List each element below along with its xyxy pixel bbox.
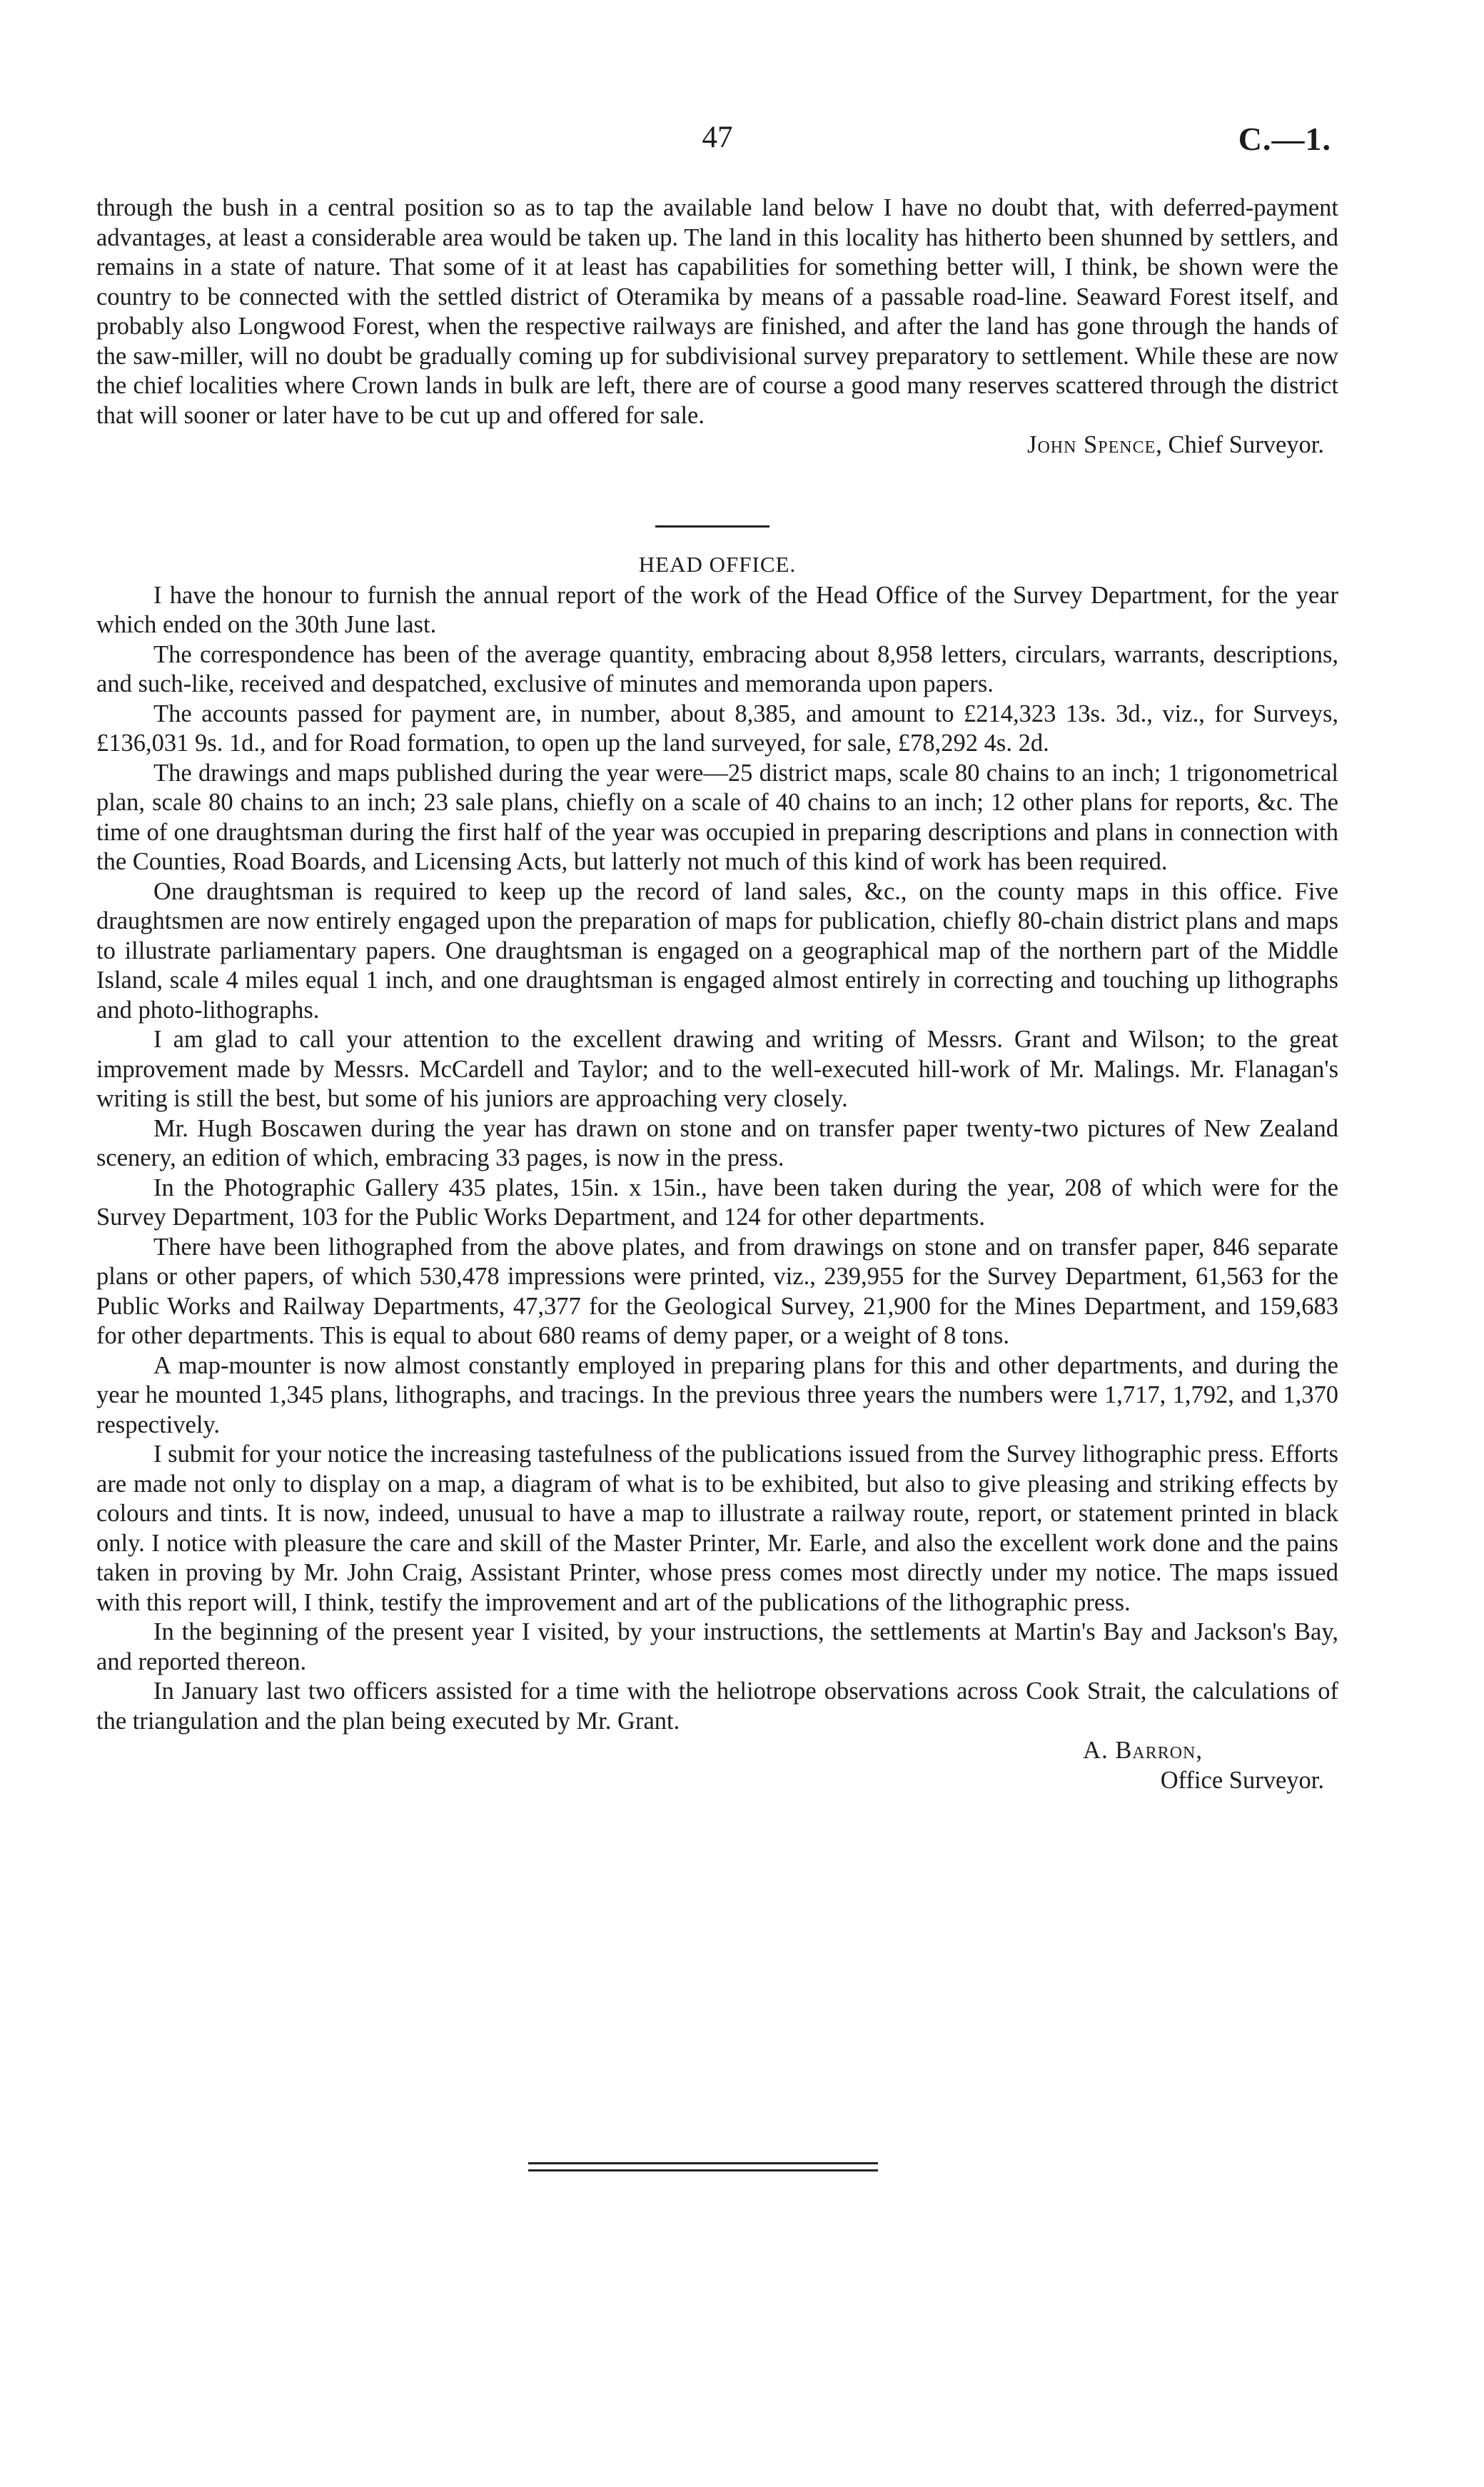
report-paragraph: Mr. Hugh Boscawen during the year has drawn on stone and on transfer paper twenty-two pictures of New Zealand scenery, an edition of which, embracing 33 pages, is now in the press. — [96, 1114, 1338, 1171]
report-paragraph: In the Photographic Gallery 435 plates, 15in. x 15in., have been taken during the year, 208 of which were for the Survey Department, 103 for the Public Works Department, and 124 for other departments. — [96, 1174, 1338, 1231]
section-heading: HEAD OFFICE. — [638, 552, 797, 577]
end-rule — [528, 2162, 878, 2171]
signature-name: John Spence — [1027, 431, 1156, 458]
report-paragraph: I am glad to call your attention to the excellent drawing and writing of Messrs. Grant and Wilson; to the great improvement made by Messrs. McCardell and Taylor; and to the well-executed hill-work of Mr. Malings. Mr. Flanagan's writing is still the best, but some of his juniors are approaching very closely. — [96, 1026, 1338, 1112]
section-divider — [655, 525, 769, 528]
chief-surveyor-signature — [96, 430, 1338, 460]
continuation-section — [96, 193, 1338, 460]
head-office-report — [96, 550, 1338, 1795]
continuation-paragraph: through the bush in a central position so as to tap the available land below I have no doubt that, with deferred-payment advantages, at least a considerable area would be taken up. The land in this locality has hitherto been shunned by settlers, and remains in a state of nature. That some of it at least has capabilities for something better will, I think, be shown were the country to be connected with the settled district of Oteramika by means of a passable road-line. Seaward Forest itself, and probably also Longwood Forest, when the respective railways are finished, and after the land has gone through the hands of the saw-miller, will no doubt be gradually coming up for subdivisional survey preparatory to settlement. While these are now the chief localities where Crown lands in bulk are left, there are of course a good many reserves scattered through the district that will sooner or later have to be cut up and offered for sale. — [96, 194, 1338, 429]
signature-title: , Chief Surveyor. — [1156, 431, 1324, 458]
report-paragraph: One draughtsman is required to keep up the record of land sales, &c., on the county maps in this office. Five draughtsmen are now entirely engaged upon the preparation of maps for publication, chiefly 80-chain district plans and maps to illustrate parliamentary papers. One draughtsman is engaged on a geographical map of the northern part of the Middle Island, scale 4 miles equal 1 inch, and one draughtsman is engaged almost entirely in correcting and touching up lithographs and photo-lithographs. — [96, 877, 1338, 1024]
report-paragraph: In January last two officers assisted for a time with the heliotrope observations across Cook Strait, the calculations of the triangulation and the plan being executed by Mr. Grant. — [96, 1678, 1338, 1735]
report-paragraph: I have the honour to furnish the annual report of the work of the Head Office of the Survey Department, for the year which ended on the 30th June last. — [96, 581, 1338, 638]
report-paragraph: In the beginning of the present year I visited, by your instructions, the settlements at Martin's Bay and Jackson's Bay, and reported thereon. — [96, 1618, 1338, 1675]
document-reference: C.—1. — [1238, 121, 1331, 157]
report-paragraph: The accounts passed for payment are, in number, about 8,385, and amount to £214,323 13s. 3d., viz., for Surveys, £136,031 9s. 1d., and for Road formation, to open up the land surveyed, for sale, £78,292 4s. 2d. — [96, 700, 1338, 757]
signature-name: A. Barron, — [1083, 1737, 1203, 1764]
page-number: 47 — [702, 121, 733, 154]
report-paragraph: I submit for your notice the increasing tastefulness of the publications issued from the Survey lithographic press. Efforts are made not only to display on a map, a diagram of what is to be exhibited, but also to give pleasing and striking effects by colours and tints. It is now, indeed, unusual to have a map to illustrate a railway route, report, or statement printed in black only. I notice with pleasure the care and skill of the Master Printer, Mr. Earle, and also the excellent work done and the pains taken in proving by Mr. John Craig, Assistant Printer, whose press comes most directly under my notice. The maps issued with this report will, I think, testify the improvement and art of the publications of the lithographic press. — [96, 1441, 1338, 1616]
report-paragraph: A map-mounter is now almost constantly employed in preparing plans for this and other departments, and during the year he mounted 1,345 plans, lithographs, and tracings. In the previous three years the numbers were 1,717, 1,792, and 1,370 respectively. — [96, 1351, 1338, 1438]
report-paragraph: The drawings and maps published during the year were—25 district maps, scale 80 chains to an inch; 1 trigonometrical plan, scale 80 chains to an inch; 23 sale plans, chiefly on a scale of 40 chains to an inch; 12 other plans for reports, &c. The time of one draughtsman during the first half of the year was occupied in preparing descriptions and plans in connection with the Counties, Road Boards, and Licensing Acts, but latterly not much of this kind of work has been required. — [96, 759, 1338, 875]
report-paragraph: The correspondence has been of the average quantity, embracing about 8,958 letters, circulars, warrants, descriptions, and such-like, received and despatched, exclusive of minutes and memoranda upon papers. — [96, 640, 1338, 697]
office-surveyor-signature — [96, 1736, 1338, 1795]
signature-title: Office Surveyor. — [1160, 1766, 1324, 1794]
page-header — [96, 120, 1338, 170]
report-paragraph: There have been lithographed from the above plates, and from drawings on stone and on transfer paper, 846 separate plans or other papers, of which 530,478 impressions were printed, viz., 239,955 for the Survey Department, 61,563 for the Public Works and Railway Departments, 47,377 for the Geological Survey, 21,900 for the Mines Department, and 159,683 for other departments. This is equal to about 680 reams of demy paper, or a weight of 8 tons. — [96, 1233, 1338, 1349]
